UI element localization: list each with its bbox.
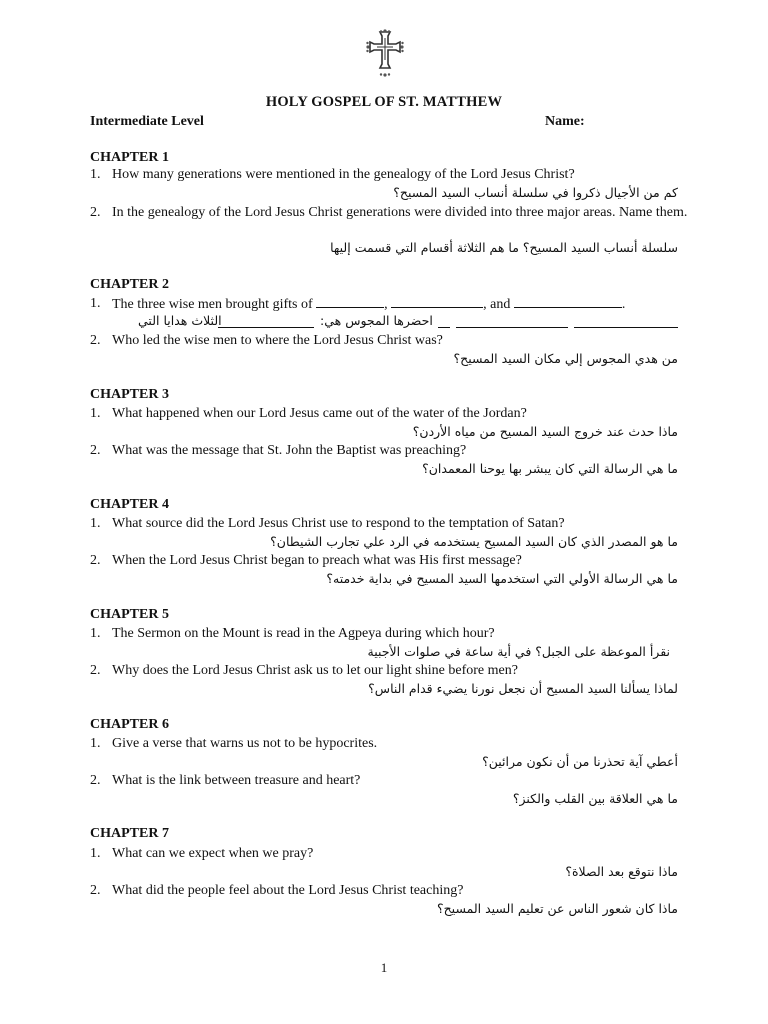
question-item — [90, 662, 690, 680]
question-arabic: سلسلة أنساب السيد المسيح؟ ما هم الثلاثة أقسام التي قسمت إليها — [330, 240, 678, 255]
question-text: What can we expect when we pray? — [112, 846, 314, 861]
question-number: 1. — [90, 626, 101, 641]
question-item — [90, 295, 710, 314]
question-text: What happened when our Lord Jesus came out of the water of the Jordan? — [112, 406, 527, 421]
answer-blank[interactable] — [391, 295, 483, 308]
question-arabic: ماذا كان شعور الناس عن تعليم السيد المسيح؟ — [436, 901, 678, 916]
question-item — [90, 332, 690, 350]
question-number: 2. — [90, 883, 101, 898]
chapter-heading: CHAPTER 2 — [90, 277, 169, 292]
question-text: , and — [483, 297, 511, 312]
question-number: 2. — [90, 553, 101, 568]
answer-blank[interactable] — [456, 315, 568, 328]
question-item — [90, 882, 690, 900]
question-arabic: من هدي المجوس إلي مكان السيد المسيح؟ — [453, 351, 678, 366]
chapter-heading: CHAPTER 3 — [90, 387, 169, 402]
question-text: . — [621, 297, 626, 312]
question-item — [90, 204, 690, 222]
question-text: Why does the Lord Jesus Christ ask us to let our light shine before men? — [112, 663, 518, 678]
question-text: What did the people feel about the Lord Jesus Christ teaching? — [112, 883, 464, 898]
question-item — [90, 552, 690, 570]
question-arabic: احضرها المجوس هي: — [320, 313, 433, 328]
question-text: The Sermon on the Mount is read in the Agpeya during which hour? — [112, 626, 495, 641]
question-arabic: ما هي الرسالة الأولي التي استخدمها السيد المسيح في بداية خدمته؟ — [326, 571, 678, 586]
question-number: 1. — [90, 516, 101, 531]
question-arabic: ماذا نتوقع بعد الصلاة؟ — [565, 864, 678, 879]
question-number: 2. — [90, 333, 101, 348]
page-title: HOLY GOSPEL OF ST. MATTHEW — [265, 94, 503, 110]
answer-blank[interactable] — [438, 315, 450, 328]
question-text: , — [384, 297, 388, 312]
question-number: 2. — [90, 773, 101, 788]
question-item — [90, 735, 690, 753]
question-item — [90, 625, 690, 643]
question-text: When the Lord Jesus Christ began to preach what was His first message? — [112, 553, 522, 568]
page-number: 1 — [380, 960, 388, 975]
question-number: 2. — [90, 663, 101, 678]
chapter-heading: CHAPTER 7 — [90, 826, 169, 841]
question-arabic: الثلاث هدايا التي — [138, 313, 222, 328]
question-text: Give a verse that warns us not to be hypocrites. — [112, 736, 378, 751]
level-label: Intermediate Level — [90, 114, 204, 129]
chapter-heading: CHAPTER 4 — [90, 497, 169, 512]
chapter-heading: CHAPTER 1 — [90, 150, 169, 165]
question-number: 1. — [90, 167, 101, 182]
question-arabic: كم من الأجيال ذكروا في سلسلة أنساب السيد المسيح؟ — [393, 185, 678, 200]
answer-blank[interactable] — [574, 315, 678, 328]
coptic-cross-icon — [363, 28, 407, 78]
answer-blank[interactable] — [218, 315, 314, 328]
question-text: Who led the wise men to where the Lord Jesus Christ was? — [112, 333, 443, 348]
name-label: Name: — [545, 114, 585, 129]
question-arabic: أعطي آية تحذرنا من أن نكون مرائين؟ — [482, 754, 678, 769]
question-text: What is the link between treasure and heart? — [112, 773, 361, 788]
question-arabic: ما هي الرسالة التي كان يبشر بها يوحنا المعمدان؟ — [422, 461, 678, 476]
question-number: 2. — [90, 205, 101, 220]
question-number: 1. — [90, 296, 101, 311]
question-item — [90, 515, 690, 533]
question-item — [90, 405, 690, 423]
question-number: 1. — [90, 846, 101, 861]
answer-blank[interactable] — [316, 295, 384, 308]
question-text: What source did the Lord Jesus Christ use to respond to the temptation of Satan? — [112, 516, 565, 531]
chapter-heading: CHAPTER 5 — [90, 607, 169, 622]
question-item — [90, 442, 690, 460]
question-text: What was the message that St. John the Baptist was preaching? — [112, 443, 467, 458]
answer-blank[interactable] — [514, 295, 622, 308]
question-arabic: ما هو المصدر الذي كان السيد المسيح يستخدمه في الرد علي تجارب الشيطان؟ — [270, 534, 678, 549]
question-item — [90, 166, 690, 184]
question-arabic: لماذا يسألنا السيد المسيح أن نجعل نورنا يضيء قدام الناس؟ — [368, 681, 678, 696]
question-text: The three wise men brought gifts of — [112, 297, 313, 312]
question-text: How many generations were mentioned in the genealogy of the Lord Jesus Christ? — [112, 167, 575, 182]
question-item — [90, 772, 690, 790]
question-text: In the genealogy of the Lord Jesus Christ generations were divided into three major areas. Name them. — [112, 205, 688, 220]
chapter-heading: CHAPTER 6 — [90, 717, 169, 732]
question-number: 1. — [90, 736, 101, 751]
question-arabic: نقرأ الموعظة على الجبل؟ في أية ساعة في صلوات الأجبية — [367, 644, 670, 659]
question-item — [90, 845, 690, 863]
question-arabic: ماذا حدث عند خروج السيد المسيح من مياه الأردن؟ — [412, 424, 678, 439]
question-number: 2. — [90, 443, 101, 458]
question-arabic: ما هي العلاقة بين القلب والكنز؟ — [512, 791, 678, 806]
question-number: 1. — [90, 406, 101, 421]
